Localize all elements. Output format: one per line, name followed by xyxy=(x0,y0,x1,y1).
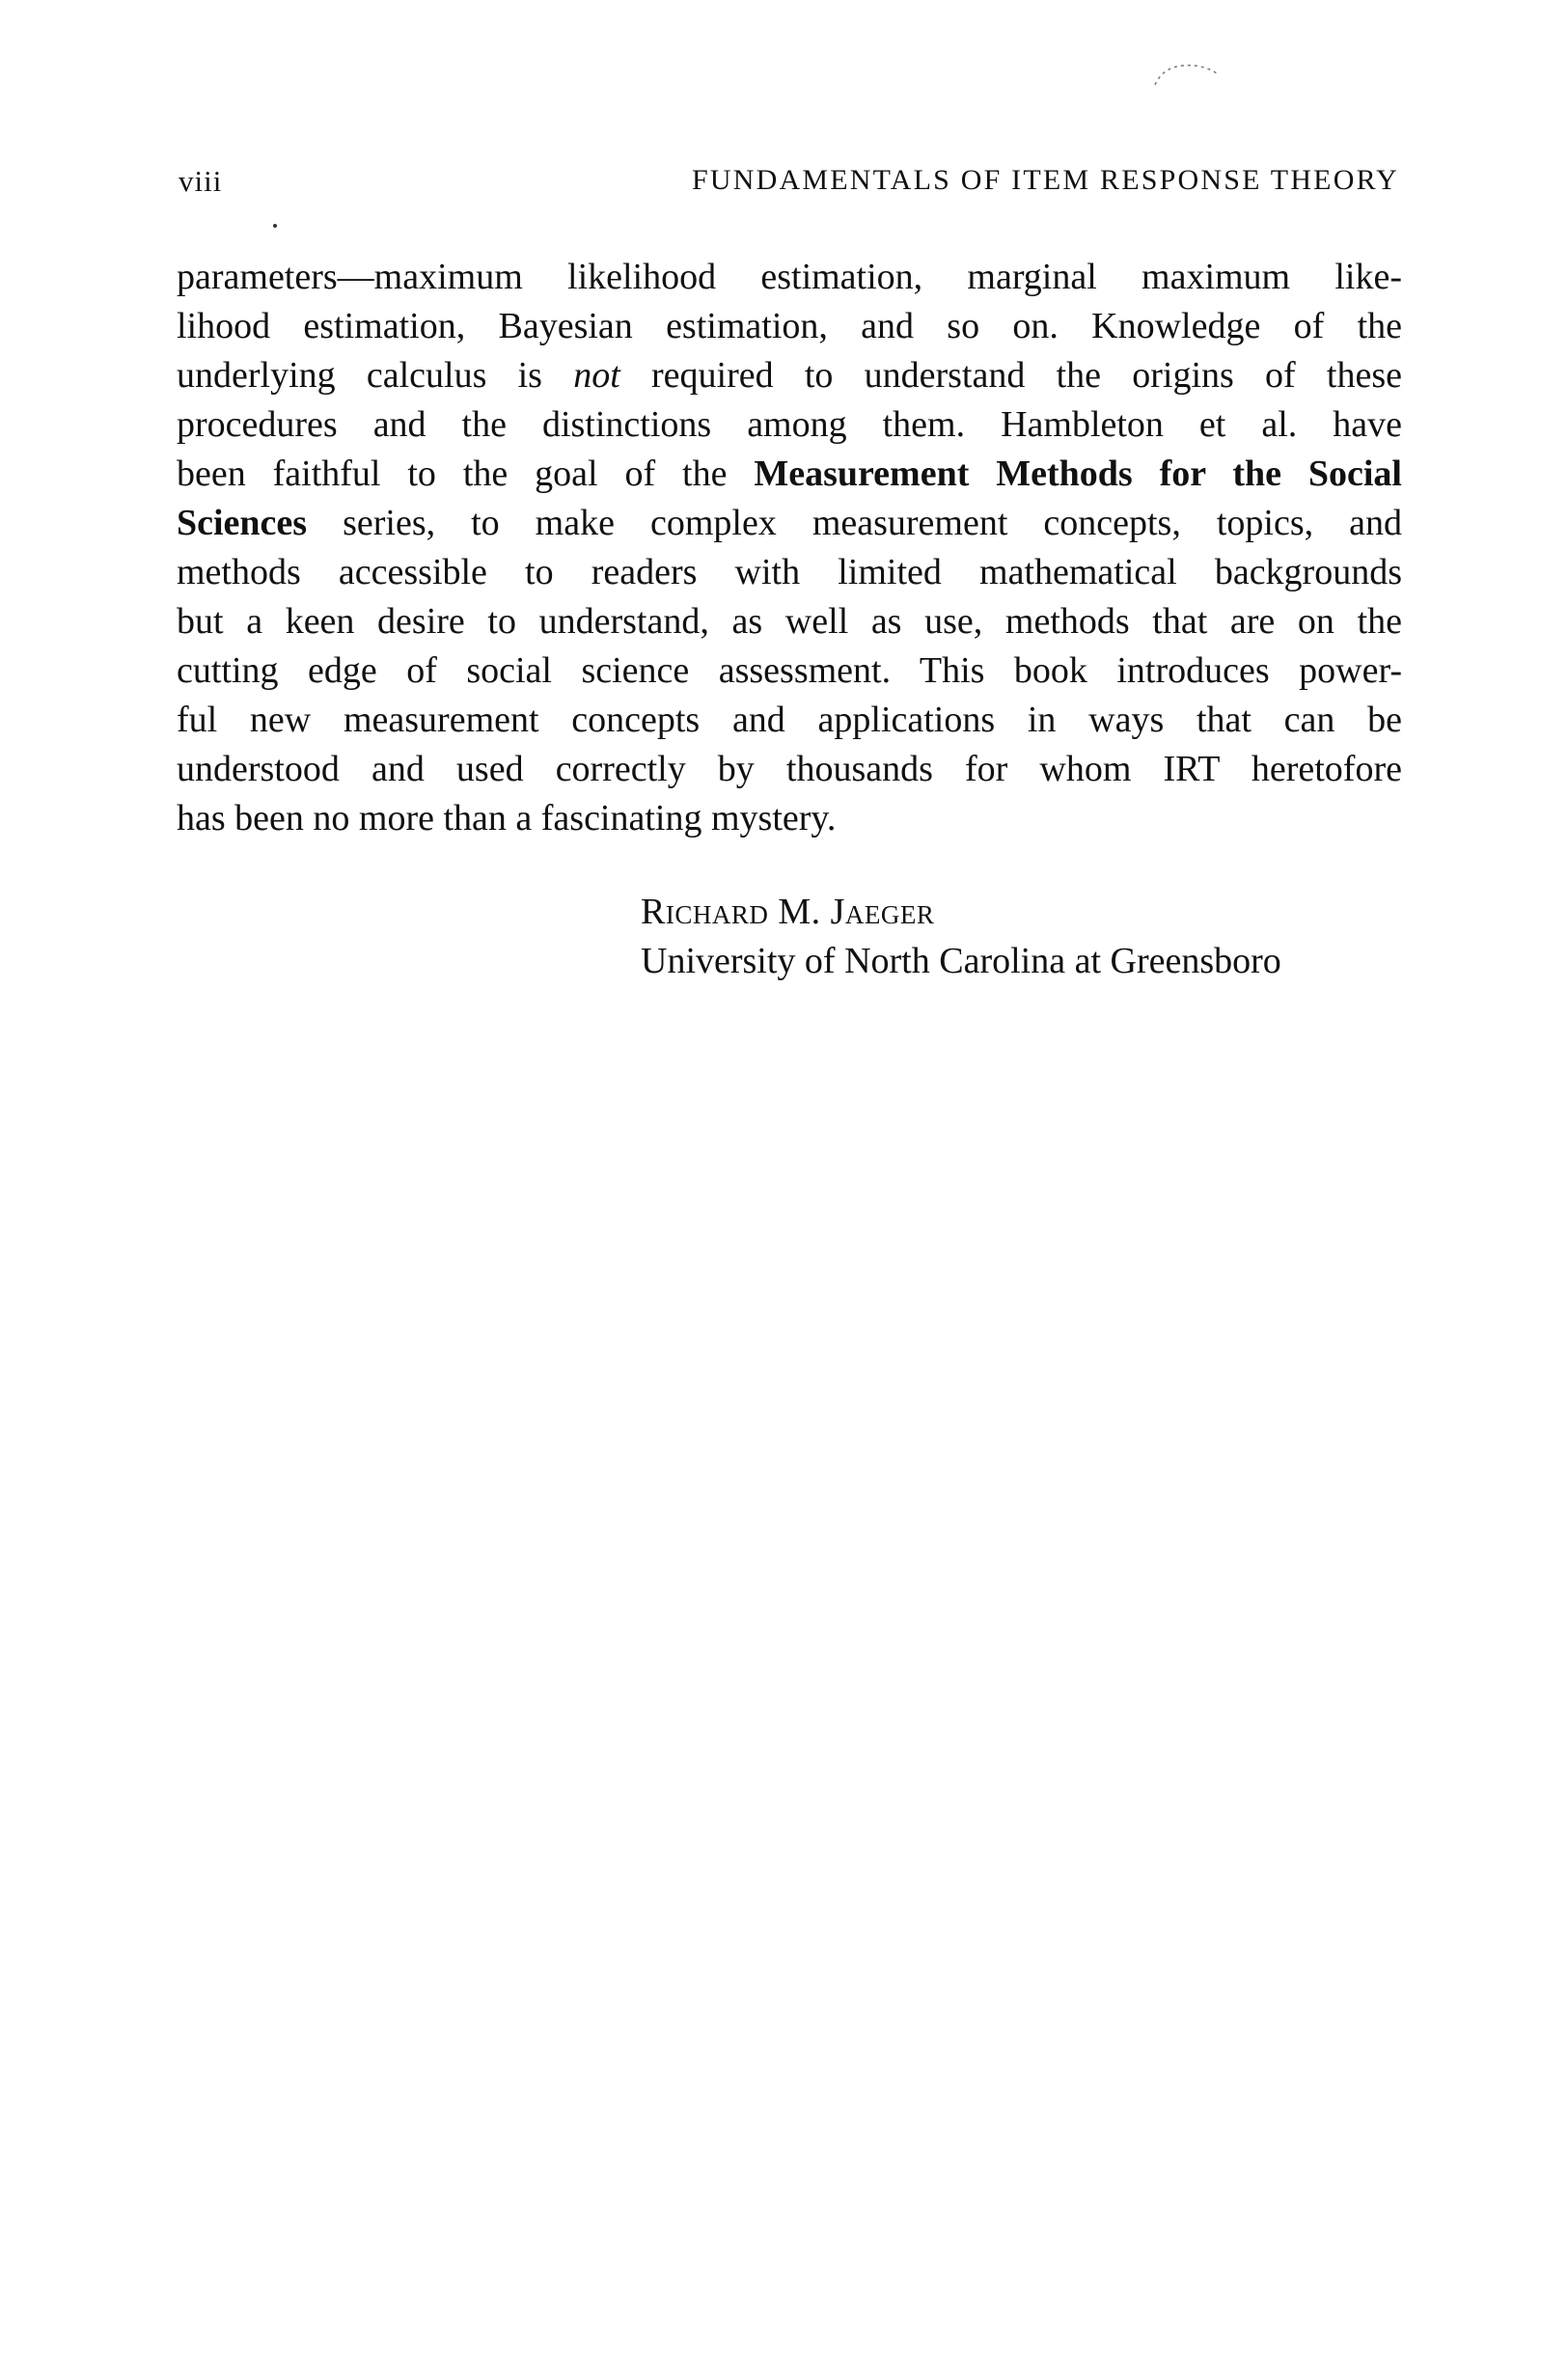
page-number: viii xyxy=(179,164,223,198)
scan-artifact-mark xyxy=(1153,60,1223,89)
text-segment: been faithful to the goal of the xyxy=(177,454,755,494)
text-line xyxy=(177,351,1402,400)
text-line: methods accessible to readers with limited mathematical backgrounds xyxy=(177,552,1402,592)
series-title-part-2: Sciences xyxy=(177,503,308,543)
text-line: understood and used correctly by thousands for whom IRT heretofore xyxy=(177,749,1402,789)
text-line: procedures and the distinctions among them. Hambleton et al. have xyxy=(177,404,1402,445)
text-line: has been no more than a fascinating mystery. xyxy=(177,798,837,838)
text-line xyxy=(177,499,1402,548)
text-line: cutting edge of social science assessment. This book introduces power- xyxy=(177,650,1402,691)
body-paragraph xyxy=(177,253,1402,843)
text-line: lihood estimation, Bayesian estimation, and so on. Knowledge of the xyxy=(177,306,1402,346)
text-line: ful new measurement concepts and applications in ways that can be xyxy=(177,700,1402,740)
signature-block xyxy=(641,888,1281,986)
text-segment: series, to make complex measurement concepts, topics, and xyxy=(307,503,1402,543)
emphasis-not: not xyxy=(573,355,620,396)
author-name: Richard M. Jaeger xyxy=(641,892,935,932)
scan-dot xyxy=(273,224,277,228)
author-affiliation: University of North Carolina at Greensboro xyxy=(641,941,1281,981)
text-line xyxy=(177,450,1402,499)
text-segment: required to understand the origins of these xyxy=(619,355,1402,396)
text-line: but a keen desire to understand, as well as use, methods that are on the xyxy=(177,601,1402,642)
series-title-part-1: Measurement Methods for the Social xyxy=(754,454,1402,494)
text-line: parameters—maximum likelihood estimation, marginal maximum like- xyxy=(177,257,1402,297)
running-title: FUNDAMENTALS OF ITEM RESPONSE THEORY xyxy=(692,164,1399,196)
running-head xyxy=(179,164,1399,212)
text-segment: underlying calculus is xyxy=(177,355,574,396)
